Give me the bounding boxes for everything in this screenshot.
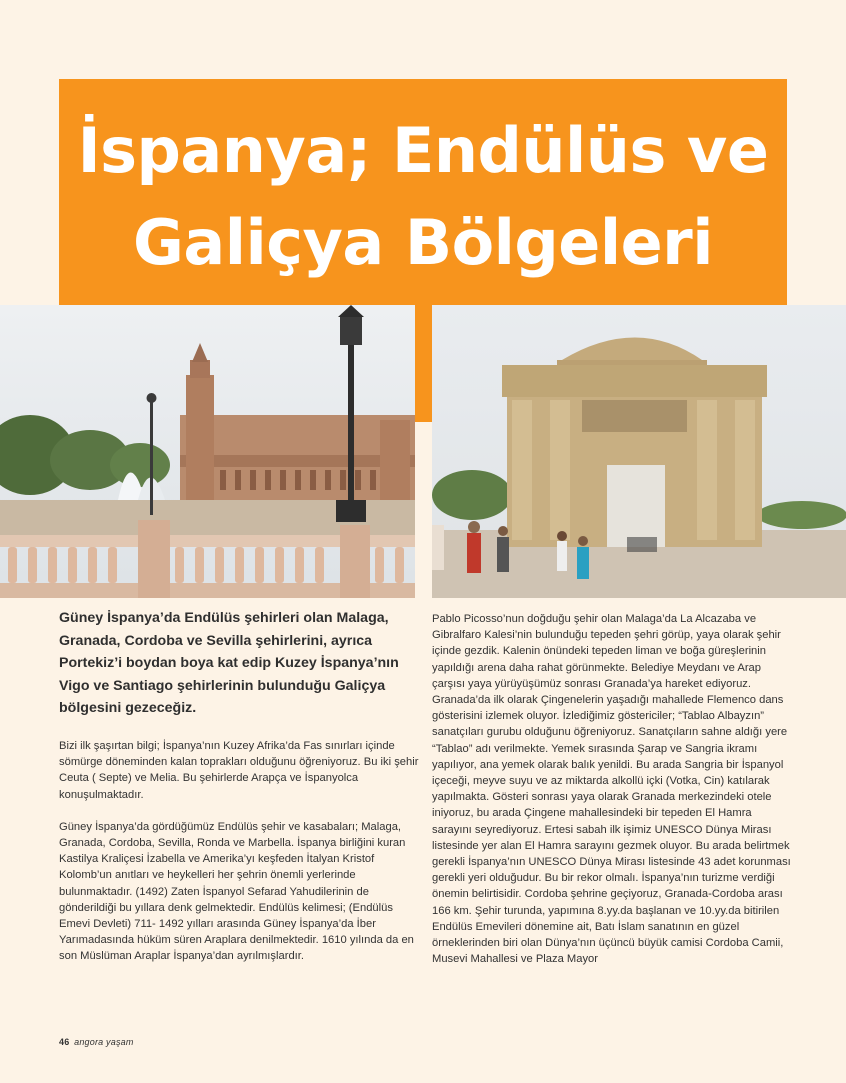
title-banner: [59, 79, 787, 305]
accent-stripe: [415, 305, 432, 422]
lead-paragraph: Güney İspanya’da Endülüs şehirleri olan Malaga, Granada, Cordoba ve Sevilla şehirlerini, ayrıca Portekiz’i boydan boya kat edip Kuzey İspanya’nın Vigo ve Santiago şehirlerinin bulunduğu Galiçya bölgesini gezeceğiz.: [59, 610, 399, 716]
title-line-1: İspanya; Endülüs ve: [77, 114, 769, 187]
magazine-name: angora yaşam: [74, 1037, 134, 1047]
photo-plaza-de-espana: [0, 305, 415, 598]
left-paragraph: Güney İspanya’da gördüğümüz Endülüs şehir ve kasabaları; Malaga, Granada, Cordoba, Sevilla, Ronda ve Marbella. İspanya birliğini kuran Kastilya Kraliçesi İzabella ve Amerika’yı keşfeden İtalyan Kristof Kolomb’un anıtları ve heykelleri her şehrin önemli yerlerinde bulunmaktadır. (1492) Zaten İspanyol Sefarad Yahudilerinin de gönderildiği bu yıllara denk gelmektedir. Endülüs kelimesi; (Endülüs Emevi Devleti) 711- 1492 yılları arasında Güney İspanya’da İber Yarımadasında hüküm süren Araplara denilmektedir. 1610 yılında da en son Müslüman Araplar İspanya’dan ayrılmışlardır.: [59, 820, 414, 963]
photo-puerta-del-puente: [432, 305, 846, 598]
page-footer: [59, 1037, 134, 1047]
right-paragraph: Pablo Picosso’nun doğduğu şehir olan Malaga’da La Alcazaba ve Gibralfaro Kalesi’nin bulunduğu tepeden şehri görüp, yaya olarak şehir içinde gezdik. Kalenin önündeki tepeden liman ve boğa güreşlerinin yapıldığı arena daha rahat görünmekte. Belediye Meydanı ve Arap çarşısı yaya yürüyüşümüz sonrası Granada’ya hareket ediyoruz. Granada’da ilk olarak Çingenelerin yaşadığı mahallede Flemenco dans gösterisini izlemek oluyor. İzlediğimiz göstericiler; “Tablao Albayzın” sanatçıları gurubu olduğunu öğreniyoruz. Sanatçıların sahne aldığı yere “Tablao” adı verilmekte. Yemek sırasında Şarap ve Sangria ikramı yapılıyor, ana yemek olarak balık yenildi. Bu arada Sangria bir İspanyol içeceği, meyve suyu ve az miktarda alkollü içki (Votka, Cin) katılarak yapılmakta. Gösteri sonrası yaya olarak Granada merkezindeki otele iniyoruz, bu arada Çingene mahallesindeki bir tepeden El Hamra sarayını seyrediyoruz. Ertesi sabah ilk işimiz UNESCO Dünya Mirası listesinde yer alan El Hamra sarayını gezmek oluyor. Bu arada belirtmek gerekli İspanya’nın UNESCO Dünya Mirası listesinde 43 adet korunması gerekli yeri olduğudur. Bu bir rekor olmalı. İspanya’nın turizme verdiği önemin belirtisidir. Cordoba şehrine geçiyoruz, Granada-Cordoba arası 166 km. Şehir turunda, yapımına 8.yy.da başlanan ve 10.yy.da bitirilen Endülüs Emevileri dönemine ait, Batı İslam sanatının en güzel örneklerinden biri olan Dünya’nın üçüncü büyük camisi Cordoba Camii, Musevi Mahallesi ve Plaza Mayor: [432, 613, 791, 966]
page-title: [59, 105, 787, 289]
page-number: 46: [59, 1037, 70, 1047]
left-paragraph: Bizi ilk şaşırtan bilgi; İspanya’nın Kuzey Afrika’da Fas sınırları içinde sömürge döneminden kalan toprakları olduğunu öğreniyoruz. Bu iki şehir Ceuta ( Septe) ve Melia. Bu şehirlerde Arapça ve İspanyolca konuşulmaktadır.: [59, 740, 419, 801]
title-line-2: Galiçya Bölgeleri: [133, 206, 713, 279]
right-column: [432, 611, 792, 967]
left-column: [59, 738, 419, 981]
